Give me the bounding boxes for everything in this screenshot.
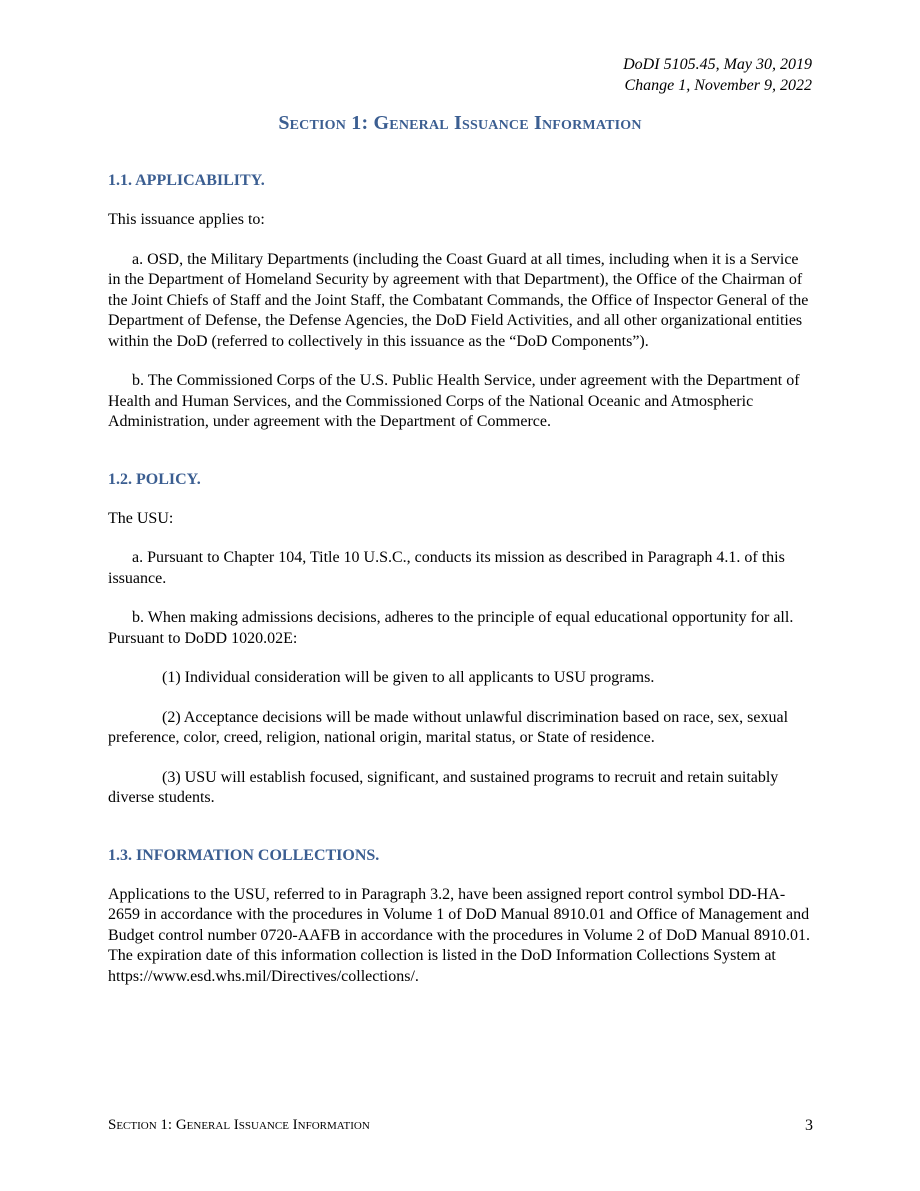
heading-policy: 1.2. POLICY. (108, 470, 201, 488)
page-number: 3 (805, 1117, 813, 1134)
policy-item-a: a. Pursuant to Chapter 104, Title 10 U.S.C., conducts its mission as described in Paragraph 4.1. of this issuance. (108, 549, 785, 587)
document-body (108, 171, 813, 1006)
document-header (623, 54, 812, 96)
policy-item-b2: (2) Acceptance decisions will be made without unlawful discrimination based on race, sex, sexual preference, color, creed, religion, national origin, marital status, or State of residence. (108, 708, 789, 746)
policy-item-b1: (1) Individual consideration will be given to all applicants to USU programs. (162, 669, 655, 686)
heading-applicability: 1.1. APPLICABILITY. (108, 172, 265, 189)
header-change: Change 1, November 9, 2022 (624, 77, 812, 94)
applicability-intro: This issuance applies to: (108, 211, 265, 228)
policy-intro: The USU: (108, 509, 174, 527)
header-doc-id: DoDI 5105.45, May 30, 2019 (623, 56, 812, 73)
applicability-item-a: a. OSD, the Military Departments (including the Coast Guard at all times, including when it is a Service in the Department of Homeland Security by agreement with that Department), the Office of the Chairman of the Joint Chiefs of Staff and the Joint Staff, the Combatant Commands, the Office of Inspector General of the Department of Defense, the Defense Agencies, the DoD Field Activities, and all other organizational entities within the DoD (referred to collectively in this issuance as the “DoD Components”). (108, 250, 809, 350)
page-footer (108, 1117, 813, 1134)
heading-information-collections: 1.3. INFORMATION COLLECTIONS. (108, 846, 380, 864)
information-collections-body: Applications to the USU, referred to in Paragraph 3.2, have been assigned report control symbol DD-HA-2659 in accordance with the procedures in Volume 1 of DoD Manual 8910.01 and Office of Management and Budget control number 0720-AAFB in accordance with the procedures in Volume 2 of DoD Manual 8910.01. The expiration date of this information collection is listed in the DoD Information Collections System at https://www.esd.whs.mil/Directives/collections/. (108, 885, 810, 985)
applicability-item-b: b. The Commissioned Corps of the U.S. Public Health Service, under agreement with the Department of Health and Human Services, and the Commissioned Corps of the National Oceanic and Atmospheric Administration, under agreement with the Department of Commerce. (108, 372, 800, 430)
policy-item-b: b. When making admissions decisions, adheres to the principle of equal educational opportunity for all. Pursuant to DoDD 1020.02E: (108, 609, 794, 647)
policy-item-b3: (3) USU will establish focused, significant, and sustained programs to recruit and retain suitably diverse students. (108, 768, 779, 806)
footer-section-title: Section 1: General Issuance Information (108, 1117, 370, 1133)
section-title: Section 1: General Issuance Information (278, 112, 642, 134)
